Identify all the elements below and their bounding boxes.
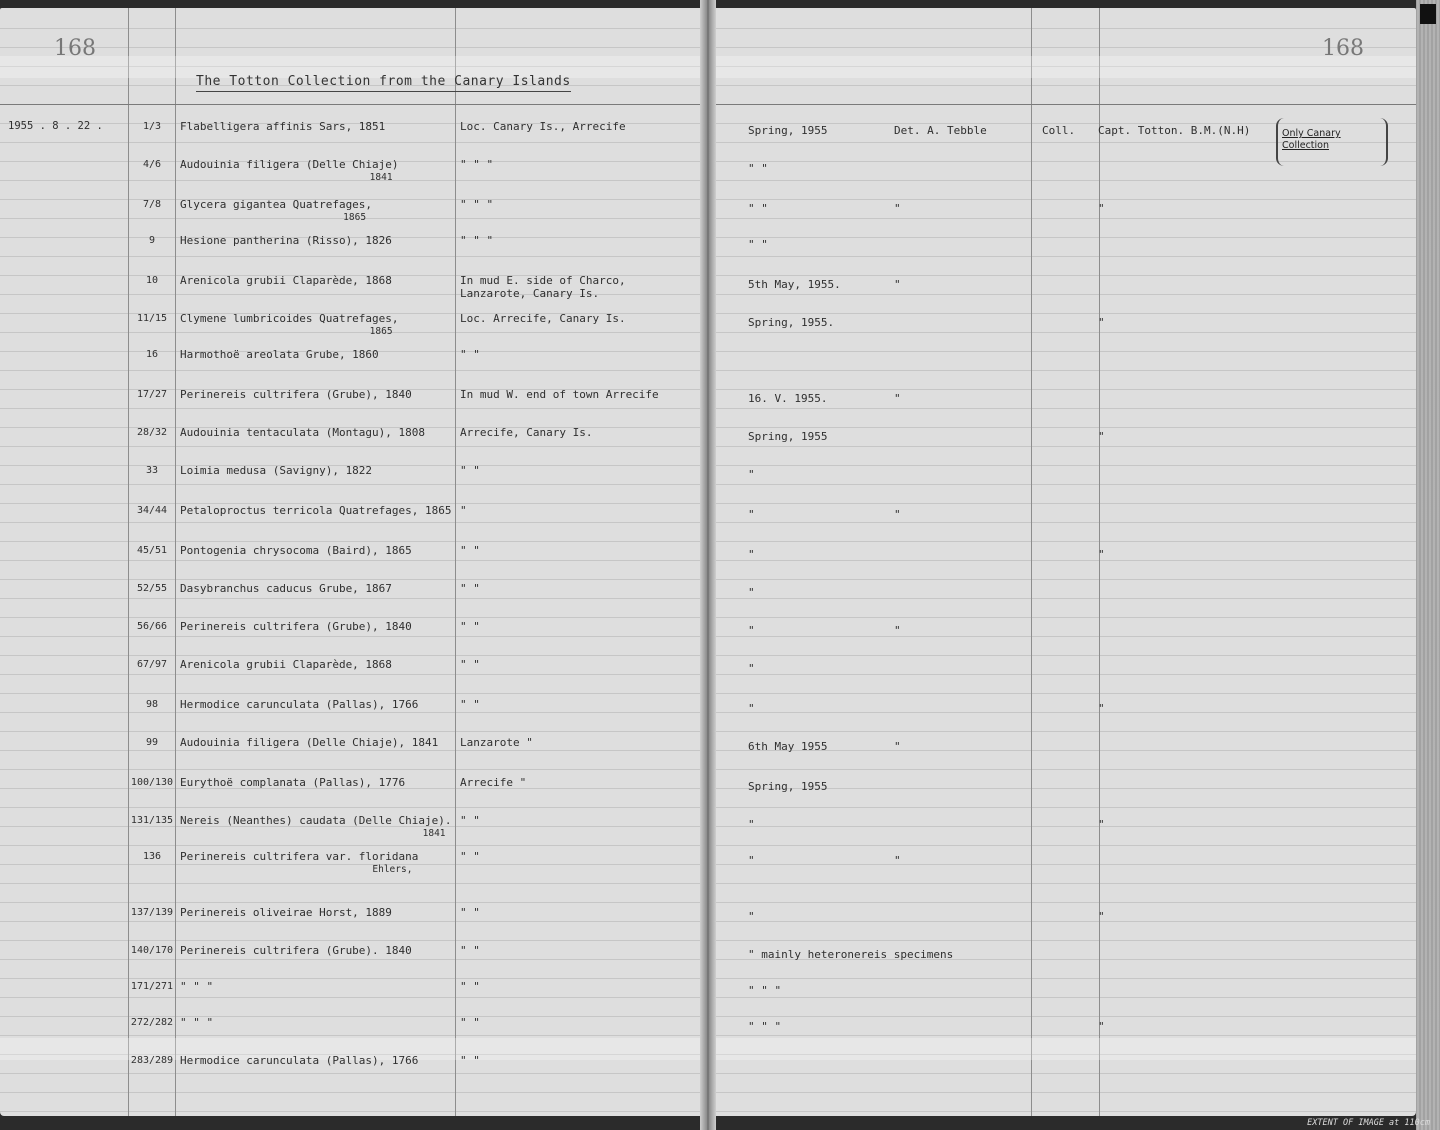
species-name xyxy=(180,464,372,477)
collection-date: Spring, 1955. xyxy=(748,316,835,329)
species-text: Loimia medusa (Savigny), 1822 xyxy=(180,464,373,477)
specimen-number: 272/282 xyxy=(130,1017,174,1028)
locality xyxy=(460,776,526,789)
locality-text: Arrecife " xyxy=(460,776,527,789)
collector: Capt. Totton. B.M.(N.H) xyxy=(1098,124,1251,137)
species-text: Audouinia tentaculata (Montagu), 1808 xyxy=(180,426,426,439)
collection-date: 16. V. 1955. xyxy=(748,392,828,405)
locality-text: " " " xyxy=(460,234,494,247)
locality xyxy=(460,582,480,595)
species-text: Dasybranchus caducus Grube, 1867 xyxy=(180,582,392,595)
specimen-number: 137/139 xyxy=(130,907,174,918)
locality-text: " " xyxy=(460,850,480,863)
locality-text: " " xyxy=(460,544,480,557)
book-spine xyxy=(700,0,716,1130)
species-name xyxy=(180,980,213,993)
locality xyxy=(460,234,493,247)
specimen-number: 283/289 xyxy=(130,1055,174,1066)
collection-date: " xyxy=(748,586,755,599)
species-year: 1841 xyxy=(369,172,393,183)
species-name xyxy=(180,850,418,876)
column-rule xyxy=(455,8,456,1116)
locality-text: Lanzarote " xyxy=(460,736,533,749)
species-name xyxy=(180,1054,418,1067)
locality xyxy=(460,120,626,133)
locality xyxy=(460,1054,480,1067)
locality xyxy=(460,814,480,827)
locality xyxy=(460,658,480,671)
species-year: 1865 xyxy=(343,212,367,223)
locality xyxy=(460,312,626,325)
species-text: Harmothoë areolata Grube, 1860 xyxy=(180,348,379,361)
collector: " xyxy=(1098,910,1105,923)
right-page xyxy=(708,8,1416,1116)
specimen-number: 52/55 xyxy=(136,583,168,594)
page-number-right: 168 xyxy=(1322,36,1364,61)
collector: " xyxy=(1098,202,1105,215)
specimen-number: 140/170 xyxy=(130,945,174,956)
locality-text: In mud W. end of town Arrecife xyxy=(460,388,659,401)
collection-date: " " xyxy=(748,162,768,175)
species-text: Glycera gigantea Quatrefages, xyxy=(180,198,373,211)
specimen-number: 28/32 xyxy=(136,427,168,438)
species-name xyxy=(180,906,392,919)
species-name xyxy=(180,120,385,133)
locality-text: " " xyxy=(460,906,480,919)
collector: " xyxy=(1098,548,1105,561)
species-name xyxy=(180,1016,213,1029)
collection-date: " xyxy=(748,508,755,521)
specimen-number: 1/3 xyxy=(142,121,162,132)
collection-date: " " " xyxy=(748,1020,782,1033)
bracket-note-text: Only Canary Collection xyxy=(1282,128,1341,151)
locality-text: " " xyxy=(460,1016,480,1029)
locality xyxy=(460,944,480,957)
locality-text: Loc. Canary Is., Arrecife xyxy=(460,120,626,133)
species-text: Perinereis cultrifera var. floridana xyxy=(180,850,419,863)
specimen-number: 100/130 xyxy=(130,777,174,788)
locality-text: " " xyxy=(460,814,480,827)
collector-label: Coll. xyxy=(1042,124,1076,137)
determiner: " xyxy=(894,508,901,521)
collection-date: " xyxy=(748,910,755,923)
locality xyxy=(460,158,493,171)
species-text: " " " xyxy=(180,980,214,993)
locality-text: " " xyxy=(460,348,480,361)
locality-text: " " " xyxy=(460,158,494,171)
locality-text: " " xyxy=(460,658,480,671)
locality-text: " " xyxy=(460,980,480,993)
specimen-number: 34/44 xyxy=(136,505,168,516)
collection-date: " " xyxy=(748,202,768,215)
header-rule xyxy=(0,104,706,105)
species-text: " " " xyxy=(180,1016,214,1029)
species-name xyxy=(180,348,379,361)
species-year: 1841 xyxy=(422,828,446,839)
collection-date: " xyxy=(748,624,755,637)
column-rule xyxy=(175,8,176,1116)
locality-text: " " xyxy=(460,698,480,711)
collection-date: " xyxy=(748,548,755,561)
collection-date: Spring, 1955 xyxy=(748,430,828,443)
species-text: Arenicola grubii Claparède, 1868 xyxy=(180,658,392,671)
locality-text-2: Lanzarote, Canary Is. xyxy=(460,287,600,300)
specimen-number: 99 xyxy=(145,737,159,748)
locality xyxy=(460,620,480,633)
specimen-number: 11/15 xyxy=(136,313,168,324)
specimen-number: 7/8 xyxy=(142,199,162,210)
locality-text: " " xyxy=(460,620,480,633)
locality xyxy=(460,504,467,517)
page-number-left: 168 xyxy=(54,36,96,61)
collection-date: " xyxy=(748,854,755,867)
collection-date: " xyxy=(748,662,755,675)
specimen-number: 56/66 xyxy=(136,621,168,632)
species-name xyxy=(180,620,412,633)
column-rule xyxy=(1031,8,1032,1116)
specimen-number: 33 xyxy=(145,465,159,476)
determiner: " xyxy=(894,624,901,637)
collection-date: " " xyxy=(748,238,768,251)
collector: " xyxy=(1098,818,1105,831)
locality xyxy=(460,348,480,361)
paper-band xyxy=(708,1038,1416,1060)
specimen-number: 4/6 xyxy=(142,159,162,170)
ledger-title: The Totton Collection from the Canary Islands xyxy=(196,74,571,92)
locality xyxy=(460,906,480,919)
species-text: Perinereis cultrifera (Grube). 1840 xyxy=(180,944,412,957)
species-text: Perinereis oliveirae Horst, 1889 xyxy=(180,906,392,919)
species-name xyxy=(180,658,392,671)
species-name xyxy=(180,814,452,840)
determiner: " xyxy=(894,392,901,405)
species-name xyxy=(180,582,392,595)
specimen-number: 9 xyxy=(148,235,156,246)
footer-note: EXTENT OF IMAGE at 110cm xyxy=(1307,1118,1430,1128)
locality-text: In mud E. side of Charco, xyxy=(460,274,626,287)
specimen-number: 17/27 xyxy=(136,389,168,400)
locality xyxy=(460,698,480,711)
locality-text: " " xyxy=(460,582,480,595)
species-name xyxy=(180,274,392,287)
species-name xyxy=(180,698,418,711)
locality xyxy=(460,426,592,439)
specimen-number: 45/51 xyxy=(136,545,168,556)
species-name xyxy=(180,426,425,439)
species-text: Hermodice carunculata (Pallas), 1766 xyxy=(180,698,419,711)
locality xyxy=(460,274,626,300)
species-text: Hermodice carunculata (Pallas), 1766 xyxy=(180,1054,419,1067)
species-year: 1865 xyxy=(369,326,393,337)
collection-date: 5th May, 1955. xyxy=(748,278,841,291)
collection-date: 6th May 1955 xyxy=(748,740,828,753)
species-name xyxy=(180,158,399,184)
locality xyxy=(460,544,480,557)
species-text: Audouinia filigera (Delle Chiaje) xyxy=(180,158,399,171)
locality-text: " " " xyxy=(460,198,494,211)
locality-text: " xyxy=(460,504,467,517)
collector: " xyxy=(1098,702,1105,715)
collection-date: " " " xyxy=(748,984,782,997)
specimen-number: 10 xyxy=(145,275,159,286)
register-number: 1955 . 8 . 22 . xyxy=(8,120,103,132)
specimen-number: 136 xyxy=(142,851,162,862)
species-text: Arenicola grubii Claparède, 1868 xyxy=(180,274,392,287)
collector: " xyxy=(1098,430,1105,443)
specimen-number: 131/135 xyxy=(130,815,174,826)
locality-text: Loc. Arrecife, Canary Is. xyxy=(460,312,626,325)
species-text: Eurythoë complanata (Pallas), 1776 xyxy=(180,776,406,789)
species-name xyxy=(180,234,392,247)
corner-mark xyxy=(1420,4,1436,24)
header-rule xyxy=(708,104,1416,105)
determiner: " xyxy=(894,854,901,867)
left-page xyxy=(0,8,706,1116)
bracket-note xyxy=(1276,118,1388,166)
determiner: " xyxy=(894,740,901,753)
species-text: Hesione pantherina (Risso), 1826 xyxy=(180,234,392,247)
collector: " xyxy=(1098,316,1105,329)
determiner: " xyxy=(894,202,901,215)
species-name xyxy=(180,388,412,401)
locality-text: " " xyxy=(460,944,480,957)
locality xyxy=(460,1016,480,1029)
species-text: Perinereis cultrifera (Grube), 1840 xyxy=(180,388,412,401)
species-name xyxy=(180,776,405,789)
determiner: " xyxy=(894,278,901,291)
species-name xyxy=(180,544,412,557)
collection-date: Spring, 1955 xyxy=(748,124,828,137)
column-rule xyxy=(128,8,129,1116)
species-text: Petaloproctus terricola Quatrefages, 1865 xyxy=(180,504,452,517)
locality xyxy=(460,198,493,211)
locality-text: " " xyxy=(460,1054,480,1067)
species-name xyxy=(180,504,452,517)
species-name xyxy=(180,198,372,224)
paper-band xyxy=(708,56,1416,78)
species-text: Flabelligera affinis Sars, 1851 xyxy=(180,120,386,133)
species-text: Clymene lumbricoides Quatrefages, xyxy=(180,312,399,325)
specimen-number: 67/97 xyxy=(136,659,168,670)
determiner: Det. A. Tebble xyxy=(894,124,987,137)
collection-date: " xyxy=(748,818,755,831)
species-text: Pontogenia chrysocoma (Baird), 1865 xyxy=(180,544,412,557)
species-name xyxy=(180,312,399,338)
column-rule xyxy=(1099,8,1100,1116)
collection-date: " mainly heteronereis specimens xyxy=(748,948,954,961)
locality xyxy=(460,388,659,401)
locality xyxy=(460,464,480,477)
species-year: Ehlers, xyxy=(372,864,413,875)
locality-text: Arrecife, Canary Is. xyxy=(460,426,593,439)
locality xyxy=(460,736,533,749)
species-text: Audouinia filigera (Delle Chiaje), 1841 xyxy=(180,736,439,749)
locality-text: " " xyxy=(460,464,480,477)
locality xyxy=(460,980,480,993)
specimen-number: 98 xyxy=(145,699,159,710)
specimen-number: 171/271 xyxy=(130,981,174,992)
species-text: Nereis (Neanthes) caudata (Delle Chiaje). xyxy=(180,814,452,827)
species-name xyxy=(180,736,438,749)
locality xyxy=(460,850,480,863)
collection-date: " xyxy=(748,702,755,715)
page-edges xyxy=(1416,0,1440,1130)
collector: " xyxy=(1098,1020,1105,1033)
species-text: Perinereis cultrifera (Grube), 1840 xyxy=(180,620,412,633)
collection-date: " xyxy=(748,468,755,481)
species-name xyxy=(180,944,412,957)
collection-date: Spring, 1955 xyxy=(748,780,828,793)
specimen-number: 16 xyxy=(145,349,159,360)
